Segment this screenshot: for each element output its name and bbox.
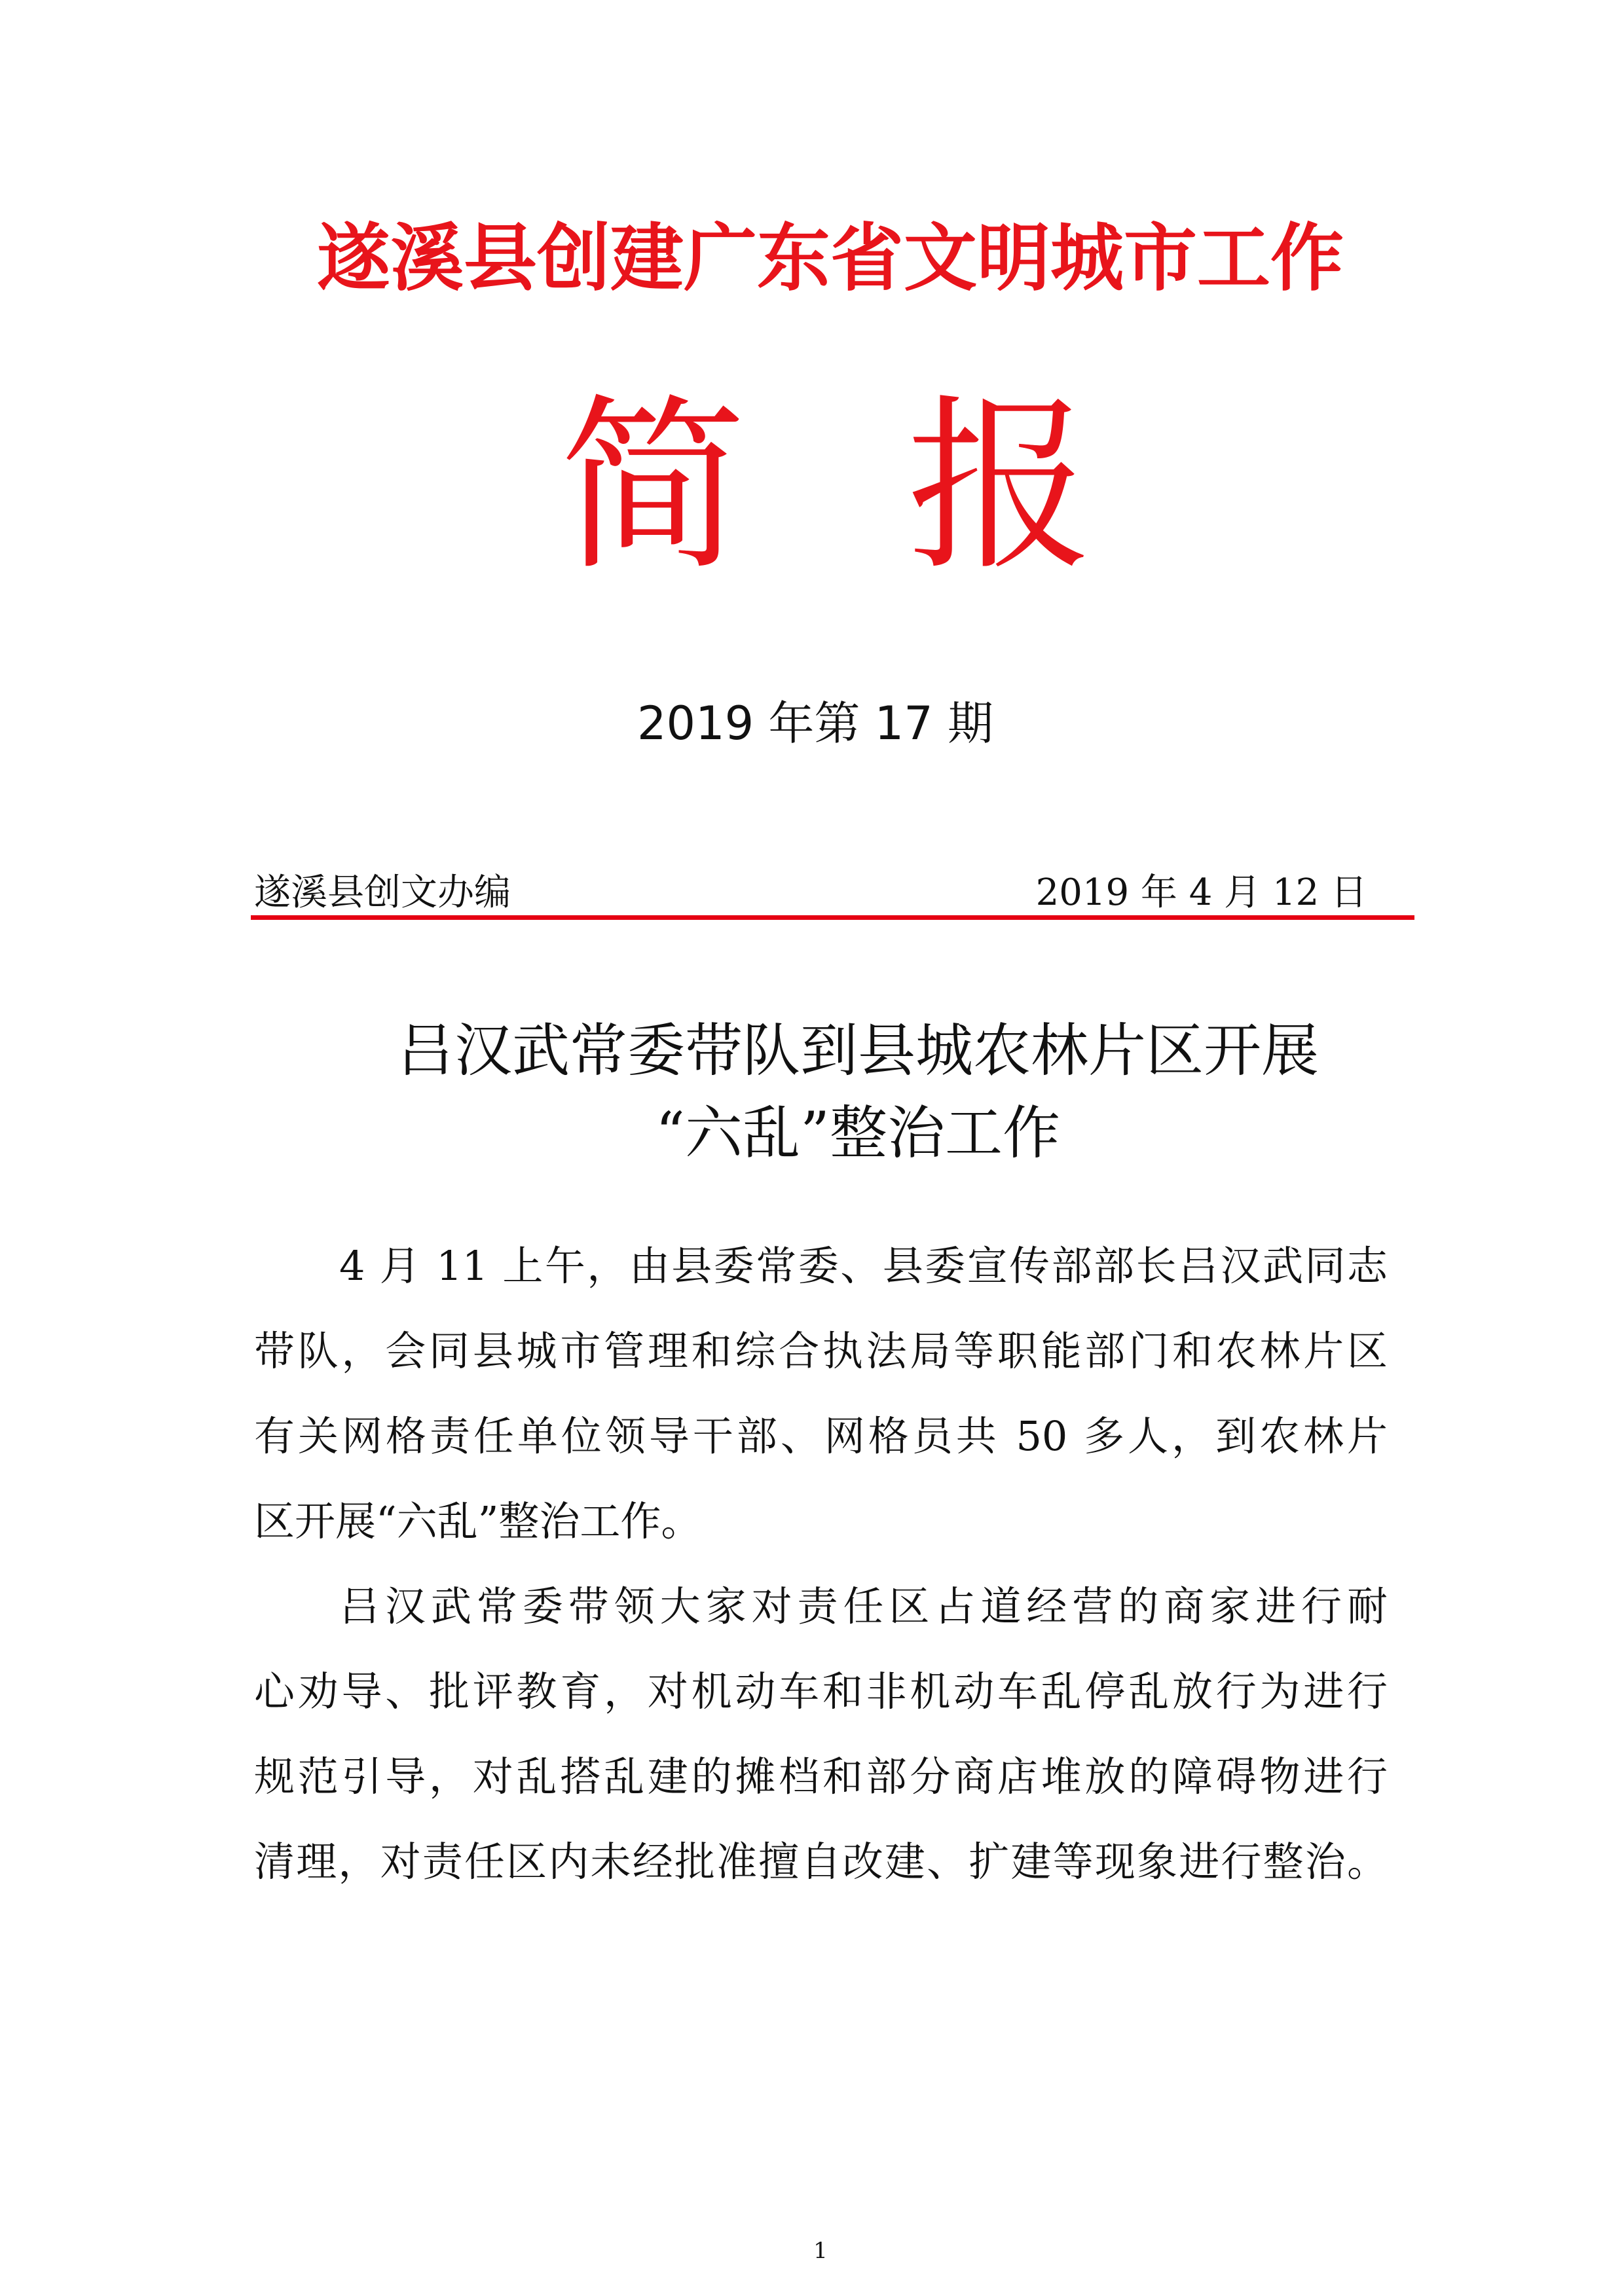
paragraph-line: 规范引导，对乱搭乱建的摊档和部分商店堆放的障碍物进行 — [254, 1753, 1388, 1800]
page-number: 1 — [813, 2238, 828, 2264]
paragraph-line: 带队，会同县城市管理和综合执法局等职能部门和农林片区 — [254, 1327, 1388, 1375]
header-divider — [251, 915, 1414, 920]
bulletin-label-char: 报 — [906, 378, 1094, 596]
bulletin-label-char: 简 — [559, 378, 747, 596]
paragraph-line: 心劝导、批评教育，对机动车和非机动车乱停乱放行为进行 — [254, 1667, 1388, 1715]
paragraph-line: 有关网格责任单位领导干部、网格员共 50 多人，到农林片 — [254, 1412, 1388, 1460]
paragraph-line: 区开展“六乱”整治工作。 — [254, 1497, 702, 1545]
editor-org: 遂溪县创文办编 — [254, 871, 511, 914]
article-title-line: “六乱”整治工作 — [655, 1099, 1060, 1167]
document-title: 遂溪县创建广东省文明城市工作 — [317, 215, 1344, 301]
article-title-line: 吕汉武常委带队到县城农林片区开展 — [396, 1017, 1320, 1084]
paragraph-line: 吕汉武常委带领大家对责任区占道经营的商家进行耐 — [339, 1582, 1388, 1630]
paragraph-line: 4 月 11 上午，由县委常委、县委宣传部部长吕汉武同志 — [339, 1242, 1388, 1290]
paragraph-line: 清理，对责任区内未经批准擅自改建、扩建等现象进行整治。 — [254, 1838, 1388, 1886]
issue-number: 2019 年第 17 期 — [637, 697, 993, 750]
issue-date: 2019 年 4 月 12 日 — [1035, 871, 1367, 914]
